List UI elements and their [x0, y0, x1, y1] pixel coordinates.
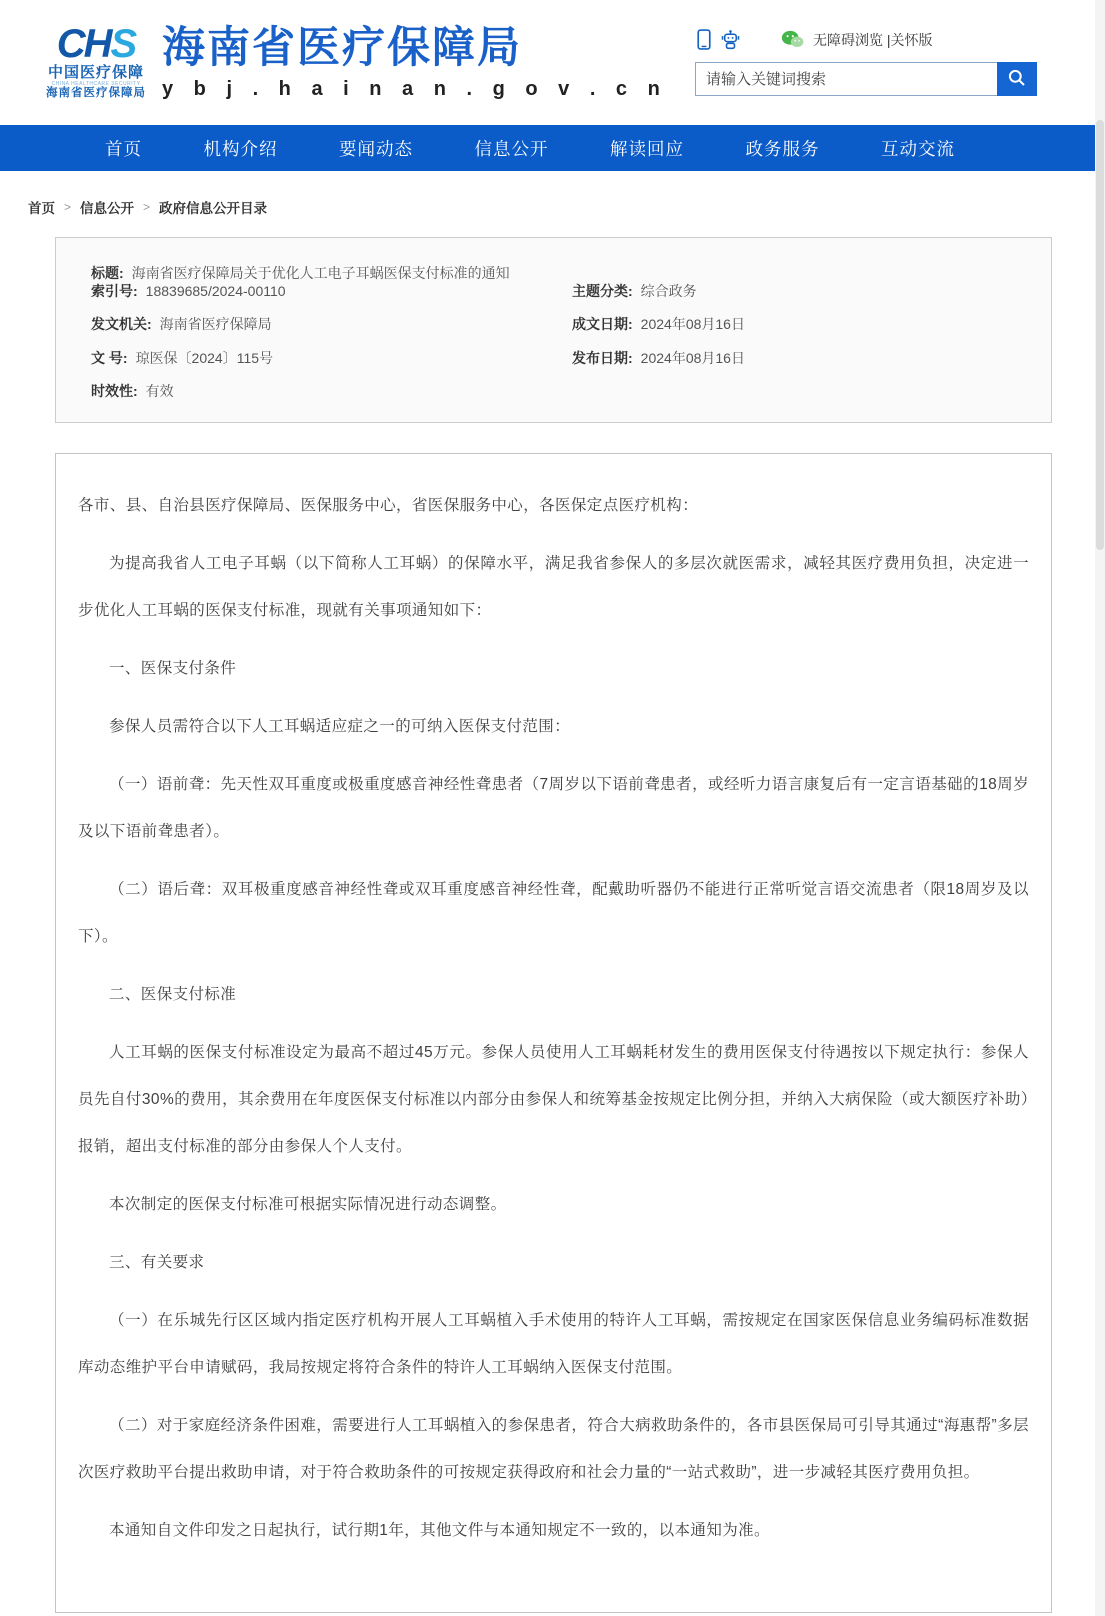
robot-assistant-icon[interactable] [720, 29, 741, 50]
meta-docnum-value: 琼医保〔2024〕115号 [135, 349, 274, 366]
meta-validity-label: 时效性: [91, 382, 138, 399]
breadcrumb-disclosure[interactable]: 信息公开 [80, 201, 135, 216]
mobile-icon[interactable] [697, 29, 711, 50]
search-icon [1007, 68, 1027, 91]
meta-written-date-label: 成文日期: [572, 316, 633, 333]
document-metadata-panel [55, 237, 1052, 423]
article-heading-1: 一、医保支付条件 [109, 659, 237, 677]
meta-category-label: 主题分类: [572, 283, 633, 300]
breadcrumb-current: 政府信息公开目录 [159, 201, 268, 216]
site-header [0, 0, 1105, 125]
nav-item-interaction[interactable]: 互动交流 [881, 138, 955, 159]
article-paragraph: 本次制定的医保支付标准可根据实际情况进行动态调整。 [109, 1195, 507, 1213]
nav-item-services[interactable]: 政务服务 [745, 138, 820, 159]
meta-title-label: 标题: [91, 265, 124, 281]
breadcrumb-home[interactable]: 首页 [28, 201, 55, 216]
chs-logo [40, 24, 152, 100]
article-paragraph: （二）语后聋：双耳极重度感音神经性聋或双耳重度感音神经性聋，配戴助听器仍不能进行正常听觉言语交流患者（限18周岁及以下）。 [78, 880, 1029, 945]
accessibility-bar [695, 29, 933, 50]
meta-docnum-label: 文 号: [91, 349, 128, 366]
meta-index-label: 索引号: [91, 283, 138, 300]
article-heading-3: 三、有关要求 [109, 1253, 205, 1271]
article-heading-2: 二、医保支付标准 [109, 985, 237, 1003]
site-logo[interactable] [40, 24, 667, 100]
chs-logo-text: CHS [56, 22, 136, 67]
site-title: 海南省医疗保障局 [162, 24, 522, 73]
article-paragraph: 参保人员需符合以下人工耳蜗适应症之一的可纳入医保支付范围： [109, 717, 571, 735]
meta-agency-label: 发文机关: [91, 316, 152, 333]
meta-index-value: 18839685/2024-00110 [145, 283, 286, 300]
article-paragraph: 人工耳蜗的医保支付标准设定为最高不超过45万元。参保人员使用人工耳蜗耗材发生的费用医保支付待遇按以下规定执行：参保人员先自付30%的费用，其余费用在年度医保支付标准以内部分由参保人和统筹基金按规定比例分担，并纳入大病保险（或大额医疗补助）报销，超出支付标准的部分由参保人个人支付。 [78, 1043, 1029, 1155]
meta-title-value: 海南省医疗保障局关于优化人工电子耳蜗医保支付标准的通知 [131, 265, 510, 281]
nav-item-disclosure[interactable]: 信息公开 [474, 138, 549, 159]
accessibility-links[interactable]: 无障碍浏览 |关怀版 [813, 31, 933, 48]
logo-org-cn: 中国医疗保障 [47, 64, 144, 82]
article-paragraph: （一）语前聋：先天性双耳重度或极重度感音神经性聋患者（7周岁以下语前聋患者，或经听力语言康复后有一定言语基础的18周岁及以下语前聋患者）。 [78, 775, 1029, 840]
wechat-icon[interactable] [781, 30, 804, 49]
search-bar [695, 62, 1037, 96]
breadcrumb [0, 171, 1105, 235]
scrollbar-thumb[interactable] [1096, 120, 1104, 550]
breadcrumb-separator: > [64, 200, 72, 214]
meta-publish-date-value: 2024年08月16日 [640, 349, 745, 366]
scrollbar-track[interactable] [1095, 0, 1105, 1616]
nav-item-about[interactable]: 机构介绍 [203, 138, 278, 159]
meta-written-date-value: 2024年08月16日 [640, 316, 745, 333]
article-paragraph: 为提高我省人工电子耳蜗（以下简称人工耳蜗）的保障水平，满足我省参保人的多层次就医需求，减轻其医疗费用负担，决定进一步优化人工耳蜗的医保支付标准，现就有关事项通知如下： [78, 554, 1029, 619]
document-body-panel [55, 453, 1052, 1613]
nav-item-home[interactable]: 首页 [105, 138, 142, 159]
search-button[interactable] [997, 62, 1037, 96]
logo-org-en: CHINA HEALTHCARE SECURITY [51, 80, 141, 87]
nav-item-interpretation[interactable]: 解读回应 [610, 138, 684, 159]
article-paragraph: （二）对于家庭经济条件困难，需要进行人工耳蜗植入的参保患者，符合大病救助条件的，各市县医保局可引导其通过“海惠帮”多层次医疗救助平台提出救助申请，对于符合救助条件的可按规定获得政府和社会力量的“一站式救助”，进一步减轻其医疗费用负担。 [78, 1416, 1029, 1481]
article-salutation: 各市、县、自治县医疗保障局、医保服务中心，省医保服务中心，各医保定点医疗机构： [78, 496, 699, 514]
search-input[interactable] [695, 62, 997, 96]
meta-category-value: 综合政务 [640, 283, 697, 300]
meta-publish-date-label: 发布日期: [572, 349, 633, 366]
main-nav [0, 125, 1105, 171]
meta-agency-value: 海南省医疗保障局 [159, 316, 272, 333]
meta-validity-value: 有效 [145, 382, 174, 399]
breadcrumb-separator: > [143, 200, 151, 214]
site-url: y b j . h a i n a n . g o v . c n [162, 77, 668, 100]
nav-item-news[interactable]: 要闻动态 [339, 138, 413, 159]
article-paragraph: （一）在乐城先行区区域内指定医疗机构开展人工耳蜗植入手术使用的特许人工耳蜗，需按规定在国家医保信息业务编码标准数据库动态维护平台申请赋码，我局按规定将符合条件的特许人工耳蜗纳入医保支付范围。 [78, 1311, 1029, 1376]
logo-org-local: 海南省医疗保障局 [46, 87, 146, 100]
article-paragraph: 本通知自文件印发之日起执行，试行期1年，其他文件与本通知规定不一致的，以本通知为准。 [109, 1521, 770, 1539]
